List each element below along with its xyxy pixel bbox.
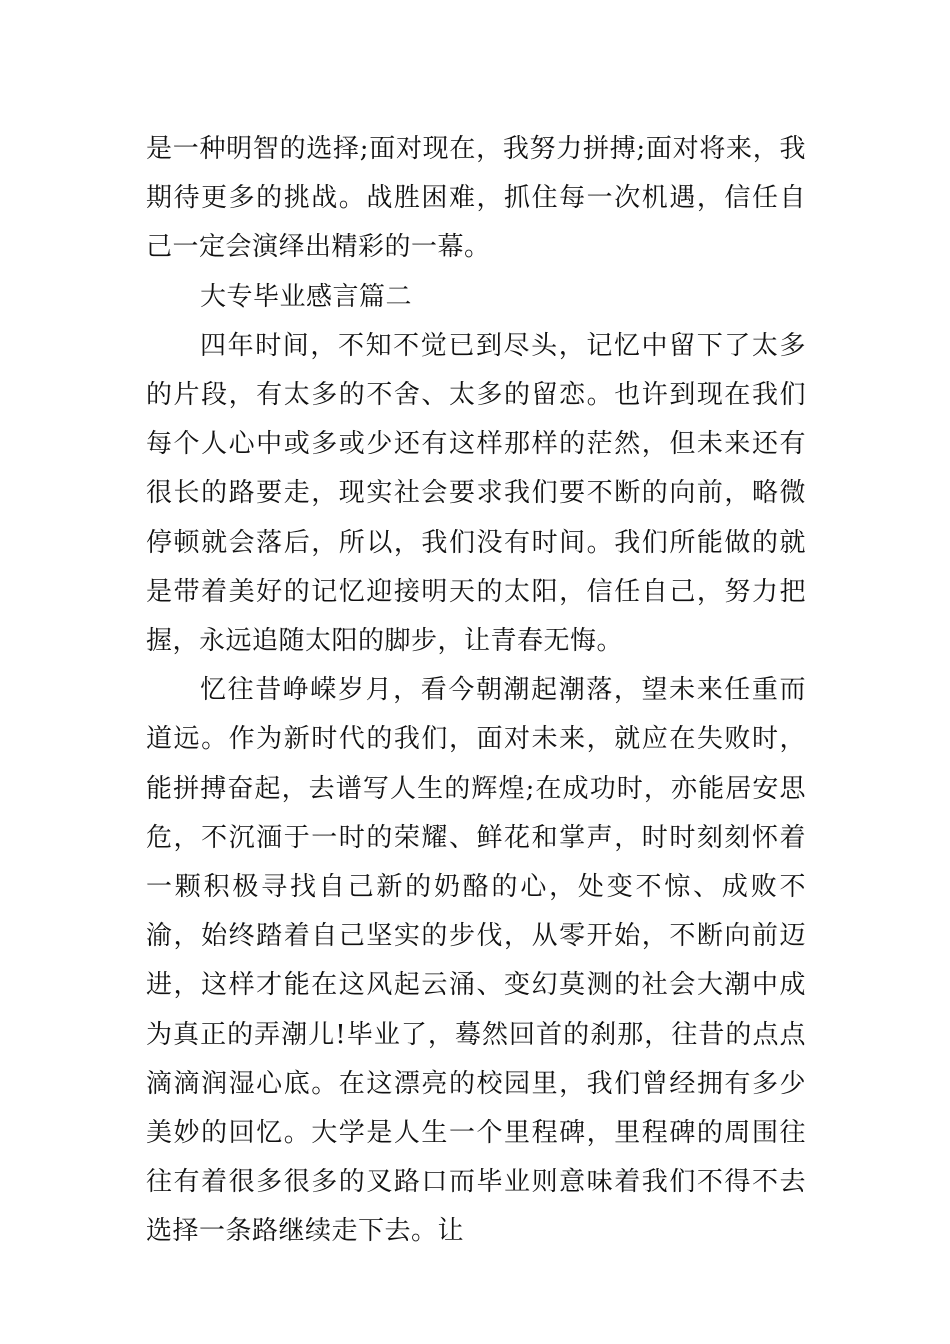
paragraph-body-2: 忆往昔峥嵘岁月，看今朝潮起潮落，望未来任重而道远。作为新时代的我们，面对未来，就应在失败时，能拼搏奋起，去谱写人生的辉煌;在成功时，亦能居安思危，不沉湎于一时的荣耀、鲜花和掌声，时时刻刻怀着一颗积极寻找自己新的奶酪的心，处变不惊、成败不渝，始终踏着自己坚实的步伐，从零开始，不断向前迈进，这样才能在这风起云涌、变幻莫测的社会大潮中成为真正的弄潮儿!毕业了，蓦然回首的刹那，往昔的点点滴滴润湿心底。在这漂亮的校园里，我们曾经拥有多少美妙的回忆。大学是人生一个里程碑，里程碑的周围往往有着很多很多的叉路口而毕业则意味着我们不得不去选择一条路继续走下去。让 <box>146 675 806 1247</box>
paragraph-body-1: 四年时间，不知不觉已到尽头，记忆中留下了太多的片段，有太多的不舍、太多的留恋。也许到现在我们每个人心中或多或少还有这样那样的茫然，但未来还有很长的路要走，现实社会要求我们要不断的向前，略微停顿就会落后，所以，我们没有时间。我们所能做的就是带着美好的记忆迎接明天的太阳，信任自己，努力把握，永远追随太阳的脚步，让青春无悔。 <box>146 330 806 657</box>
paragraph-continuation: 是一种明智的选择;面对现在，我努力拼搏;面对将来，我期待更多的挑战。战胜困难，抓住每一次机遇，信任自己一定会演绎出精彩的一幕。 <box>146 134 806 263</box>
document-page <box>146 125 806 1257</box>
section-heading: 大专毕业感言篇二 <box>200 281 413 312</box>
